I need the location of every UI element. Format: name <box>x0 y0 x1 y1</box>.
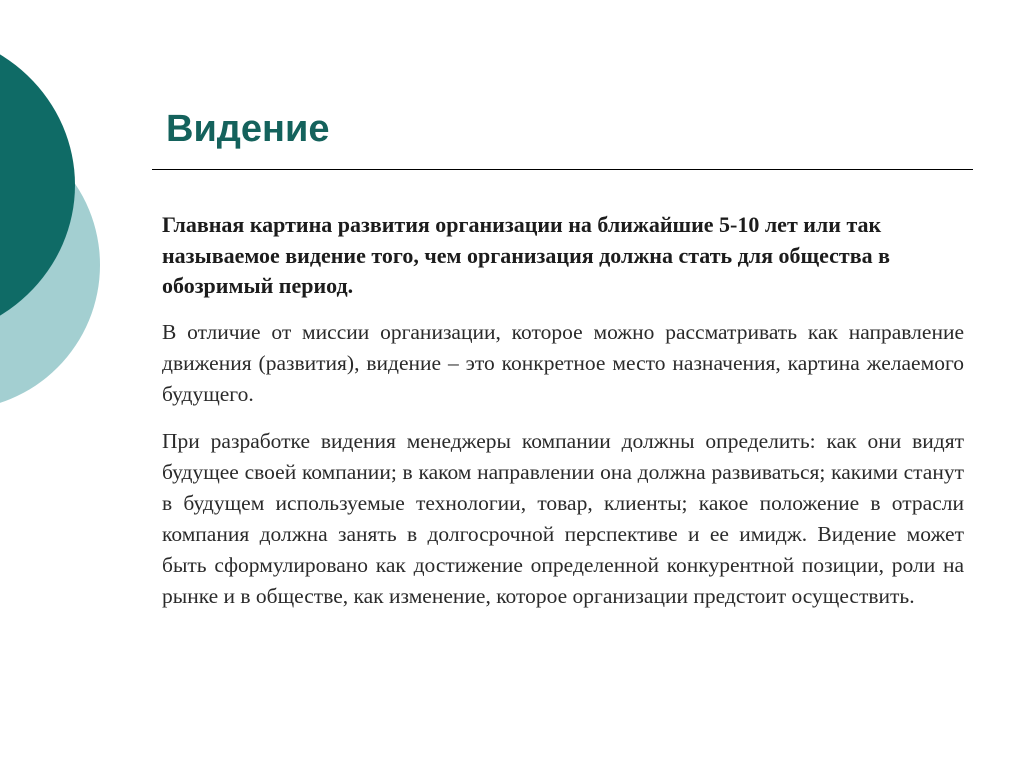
lead-paragraph: Главная картина развития организации на ближайшие 5-10 лет или так называемое видение того, чем организация должна стать для общества в обозримый период. <box>162 212 890 298</box>
body-paragraph-mission-comparison: В отличие от миссии организации, которое можно рассматривать как направление движения (развития), видение – это конкретное место назначения, картина желаемого будущего. <box>162 319 964 406</box>
body-paragraph-vision-development: При разработке видения менеджеры компании должны определить: как они видят будущее своей компании; в каком направлении она должна развиваться; какими станут в будущем используемые технологии, товар, клиенты; какое положение в отрасли компания должна занять в долгосрочной перспективе и ее имидж. Видение может быть сформулировано как достижение определенной конкурентной позиции, роли на рынке и в обществе, как изменение, которое организации предстоит осуществить. <box>162 428 964 608</box>
slide-body <box>162 210 964 612</box>
slide-title: Видение <box>166 108 330 150</box>
title-divider <box>152 169 973 170</box>
